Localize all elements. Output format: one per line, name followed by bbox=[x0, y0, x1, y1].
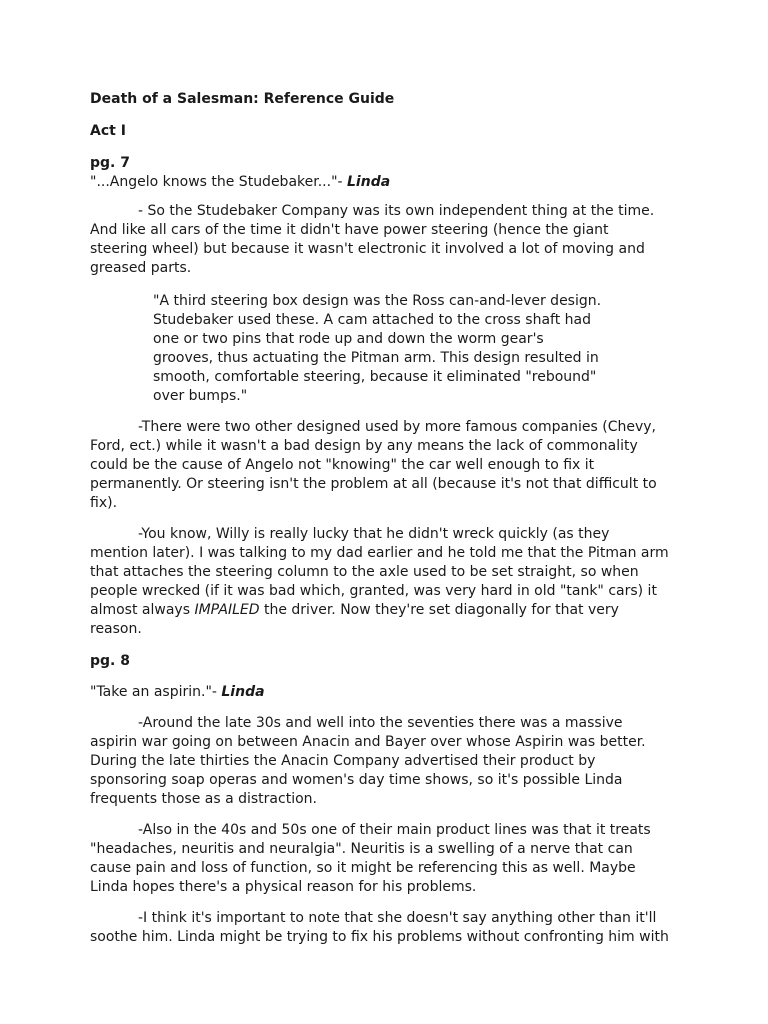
page-7-paragraph-2: -There were two other designed used by more famous companies (Chevy, Ford, ect.) while it wasn't a bad design by any means the lack of commonality could be the cause of Angelo not "knowing" the car well enough to fix it permanently. Or steering isn't the problem at all (because it's not that difficult to fix). bbox=[90, 419, 657, 511]
emphasized-word: IMPAILED bbox=[194, 602, 260, 618]
paragraph-text: the driver. Now they're set diagonally for that very reason. bbox=[90, 602, 619, 637]
quote-text: "...Angelo knows the Studebaker..."- bbox=[90, 174, 348, 190]
page-7-heading: pg. 7 bbox=[90, 155, 130, 171]
document-title: Death of a Salesman: Reference Guide bbox=[90, 91, 395, 107]
quote-text: "Take an aspirin."- bbox=[90, 684, 222, 700]
paragraph-text: -You know, Willy is really lucky that he didn't wreck quickly (as they mention later). I was talking to my dad earlier and he told me that the Pitman arm that attaches the steering column to the axle used to be set straight, so when people wrecked (if it was bad which, granted, was very hard in old "tank" cars) it almost always bbox=[90, 526, 669, 618]
page-7-paragraph-1: - So the Studebaker Company was its own independent thing at the time. And like all cars of the time it didn't have power steering (hence the giant steering wheel) but because it wasn't electronic it involved a lot of moving and greased parts. bbox=[90, 203, 655, 276]
page-7-quote bbox=[90, 173, 670, 192]
page-8-paragraph-1: -Around the late 30s and well into the seventies there was a massive aspirin war going on between Anacin and Bayer over whose Aspirin was better. During the late thirties the Anacin Company advertised their product by sponsoring soap operas and women's day time shows, so it's possible Linda frequents those as a distraction. bbox=[90, 715, 646, 807]
page-7-blockquote: "A third steering box design was the Ross can-and-lever design. Studebaker used these. A cam attached to the cross shaft had one or two pins that rode up and down the worm gear's grooves, thus actuating the Pitman arm. This design resulted in smooth, comfortable steering, because it eliminated "rebound" over bumps." bbox=[153, 293, 602, 404]
page-8-paragraph-3: -I think it's important to note that she doesn't say anything other than it'll soothe him. Linda might be trying to fix his problems without confronting him with bbox=[90, 910, 669, 945]
quote-speaker: Linda bbox=[347, 174, 391, 190]
act-heading: Act I bbox=[90, 123, 126, 139]
page-8-paragraph-2: -Also in the 40s and 50s one of their main product lines was that it treats "headaches, neuritis and neuralgia". Neuritis is a swelling of a nerve that can cause pain and loss of function, so it might be referencing this as well. Maybe Linda hopes there's a physical reason for his problems. bbox=[90, 822, 651, 895]
document-body bbox=[90, 90, 670, 947]
quote-speaker: Linda bbox=[221, 684, 265, 700]
page-7-paragraph-3 bbox=[90, 525, 670, 639]
page-8-heading: pg. 8 bbox=[90, 653, 130, 669]
page-8-quote bbox=[90, 683, 670, 702]
